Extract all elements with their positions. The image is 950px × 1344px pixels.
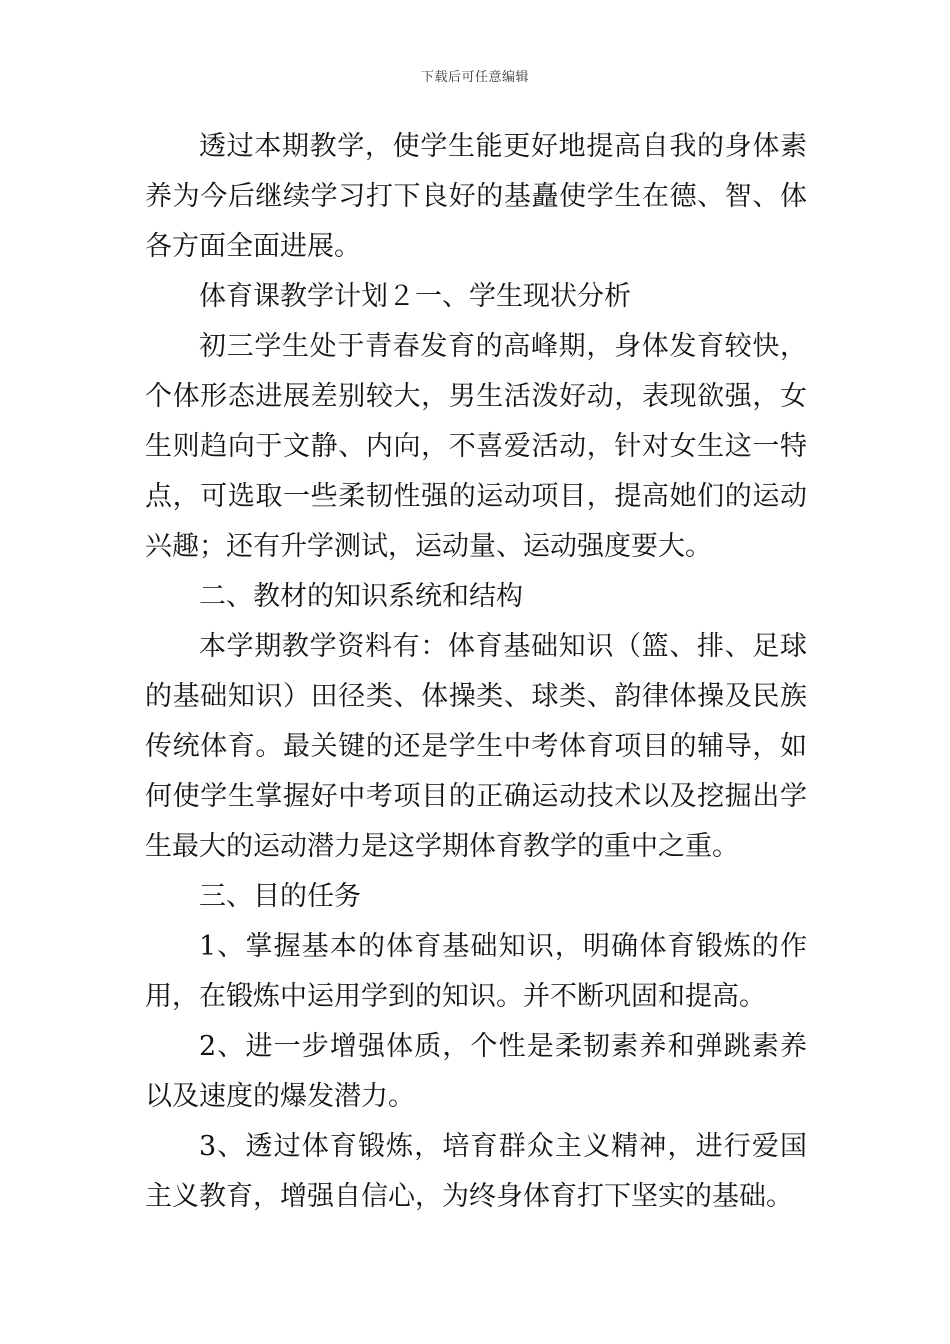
document-body bbox=[145, 122, 807, 1222]
paragraph-student-analysis: 初三学生处于青春发育的高峰期，身体发育较快，个体形态进展差别较大，男生活泼好动，表现欲强，女生则趋向于文静、内向，不喜爱活动，针对女生这一特点，可选取一些柔韧性强的运动项目，提高她们的运动兴趣；还有升学测试，运动量、运动强度要大。 bbox=[145, 331, 807, 562]
paragraph-textbook-content: 本学期教学资料有：体育基础知识（篮、排、足球的基础知识）田径类、体操类、球类、韵律体操及民族传统体育。最关键的还是学生中考体育项目的辅导，如何使学生掌握好中考项目的正确运动技术以及挖掘出学生最大的运动潜力是这学期体育教学的重中之重。 bbox=[145, 631, 807, 862]
section-heading-objectives: 三、目的任务 bbox=[199, 881, 361, 912]
objective-item-1: 1、掌握基本的体育基础知识，明确体育锻炼的作用，在锻炼中运用学到的知识。并不断巩固和提高。 bbox=[145, 931, 807, 1012]
section-heading-textbook: 二、教材的知识系统和结构 bbox=[199, 581, 523, 612]
page-header-note: 下载后可任意编辑 bbox=[420, 70, 529, 85]
objective-item-2: 2、进一步增强体质，个性是柔韧素养和弹跳素养以及速度的爆发潜力。 bbox=[145, 1031, 807, 1112]
paragraph-plan-heading: 体育课教学计划２一、学生现状分析 bbox=[199, 281, 631, 312]
objective-item-3: 3、透过体育锻炼，培育群众主义精神，进行爱国主义教育，增强自信心，为终身体育打下坚实的基础。 bbox=[145, 1131, 807, 1212]
paragraph-goal: 透过本期教学，使学生能更好地提高自我的身体素养为今后继续学习打下良好的基矗使学生在德、智、体各方面全面进展。 bbox=[145, 131, 807, 262]
